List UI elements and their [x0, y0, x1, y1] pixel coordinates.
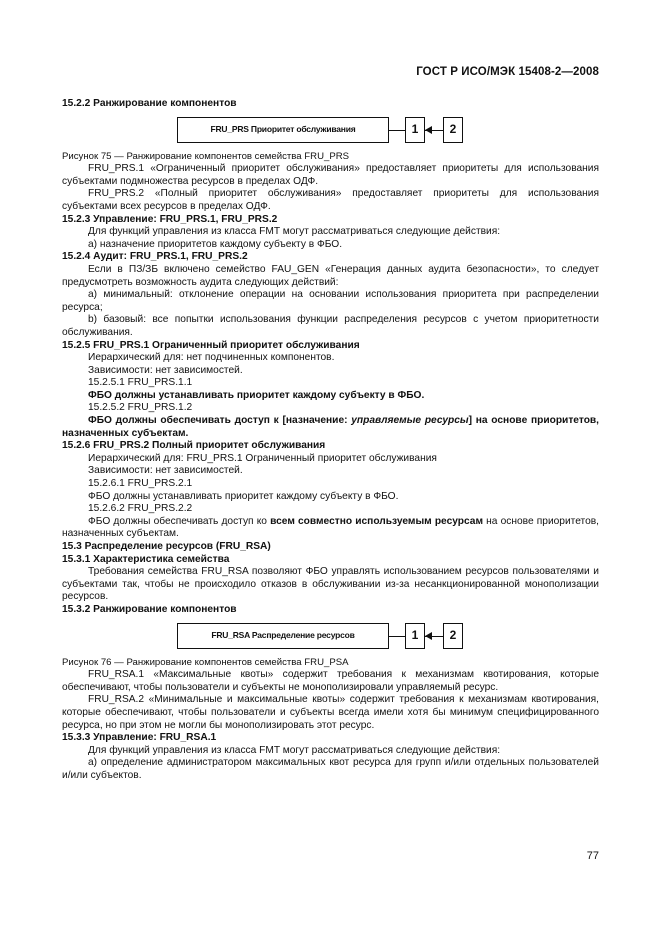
standard-header: ГОСТ Р ИСО/МЭК 15408-2—2008 — [416, 66, 599, 78]
section-heading-15-3: 15.3 Распределение ресурсов (FRU_RSA) — [62, 541, 271, 552]
connector-line — [389, 636, 405, 637]
component-level-1-box: 1 — [405, 623, 425, 649]
element-text — [62, 516, 599, 541]
paragraph-prs1: FRU_PRS.1 «Ограниченный приоритет обслуживания» предоставляет приоритеты для использования субъектами подмножества ресурсов в пределах ОДФ. — [62, 163, 599, 187]
element-text-part: ФБО должны обеспечивать доступ к [назначение: — [88, 415, 352, 427]
figure-76-diagram — [62, 623, 599, 653]
component-box-fru-prs: FRU_PRS Приоритет обслуживания — [177, 117, 389, 143]
element-text-part: ] на основе приоритетов, назначенных субъектам. — [62, 415, 600, 439]
component-level-2-box: 2 — [443, 117, 463, 143]
figure-75-caption: Рисунок 75 — Ранжирование компонентов семейства FRU_PRS — [62, 150, 350, 162]
element-id: 15.2.5.1 FRU_PRS.1.1 — [88, 377, 193, 389]
arrow-left-icon — [425, 126, 432, 134]
element-text — [62, 415, 599, 440]
component-level-1-box: 1 — [405, 117, 425, 143]
section-heading-15-3-2: 15.3.2 Ранжирование компонентов — [62, 603, 237, 615]
dependencies-text: Зависимости: нет зависимостей. — [88, 364, 243, 376]
page-content — [62, 98, 599, 783]
list-item-b: b) базовый: все попытки использования функции распределения ресурсов с учетом приоритетности обслуживания. — [62, 314, 599, 338]
section-heading-15-2-6: 15.2.6 FRU_PRS.2 Полный приоритет обслуживания — [62, 440, 326, 452]
paragraph-management-intro: Для функций управления из класса FMT могут рассматриваться следующие действия: — [88, 744, 501, 756]
element-text: ФБО должны устанавливать приоритет каждому субъекту в ФБО. — [88, 490, 399, 502]
paragraph-family-description: Требования семейства FRU_RSA позволяют ФБО управлять использованием ресурсов пользователями и субъектами так, чтобы не происходило отказов в обслуживании из-за несанкционированной монополизации ресурсов. — [62, 566, 599, 603]
element-id: 15.2.6.2 FRU_PRS.2.2 — [88, 503, 193, 515]
section-heading-15-2-5: 15.2.5 FRU_PRS.1 Ограниченный приоритет обслуживания — [62, 339, 360, 351]
arrow-left-icon — [425, 632, 432, 640]
element-text-part: на основе приоритетов, назначенных субъектам. — [62, 515, 599, 540]
paragraph-management-intro: Для функций управления из класса FMT могут рассматриваться следующие действия: — [88, 226, 501, 238]
paragraph-audit-intro: Если в ПЗ/ЗБ включено семейство FAU_GEN «Генерация данных аудита безопасности», то следует предусмотреть возможность аудита следующих действий: — [62, 263, 599, 288]
component-box-fru-rsa: FRU_RSA Распределение ресурсов — [177, 623, 389, 649]
hierarchy-text: Иерархический для: FRU_PRS.1 Ограниченный приоритет обслуживания — [88, 452, 437, 464]
assignment-text: управляемые ресурсы — [351, 415, 469, 427]
figure-75-diagram — [62, 117, 599, 147]
paragraph-prs2: FRU_PRS.2 «Полный приоритет обслуживания» предоставляет приоритеты для использования субъектами всех ресурсов в пределах ОДФ. — [62, 188, 599, 212]
element-id: 15.2.5.2 FRU_PRS.1.2 — [88, 402, 193, 414]
section-heading-15-3-1: 15.3.1 Характеристика семейства — [62, 553, 230, 565]
element-text-part: ФБО должны обеспечивать доступ ко — [88, 515, 271, 527]
figure-76-caption: Рисунок 76 — Ранжирование компонентов семейства FRU_PSA — [62, 656, 349, 668]
element-id: 15.2.6.1 FRU_PRS.2.1 — [88, 478, 193, 490]
list-item-a: а) минимальный: отклонение операции на основании использования приоритета при распределении ресурса; — [62, 289, 599, 313]
page-number: 77 — [586, 850, 599, 862]
list-item-a: а) определение администратором максимальных квот ресурса для групп и/или отдельных пользователей и/или субъектов. — [62, 757, 599, 781]
emphasized-text: всем совместно используемым ресурсам — [270, 515, 484, 527]
dependencies-text: Зависимости: нет зависимостей. — [88, 465, 243, 477]
paragraph-rsa2: FRU_RSA.2 «Минимальные и максимальные квоты» содержит требования к механизмам квотирования, которые обеспечивают, чтобы пользователи и субъекты всегда имели хотя бы минимум специфицированного ресурса, но при этом не могли бы монополизировать этот ресурс. — [62, 694, 599, 731]
component-level-2-box: 2 — [443, 623, 463, 649]
section-heading-15-2-3: 15.2.3 Управление: FRU_PRS.1, FRU_PRS.2 — [62, 213, 278, 225]
section-heading-15-2-4: 15.2.4 Аудит: FRU_PRS.1, FRU_PRS.2 — [62, 251, 248, 263]
section-heading-15-3-3: 15.3.3 Управление: FRU_RSA.1 — [62, 732, 217, 744]
paragraph-rsa1: FRU_RSA.1 «Максимальные квоты» содержит требования к механизмам квотирования, которые обеспечивают, чтобы пользователи и субъекты не монополизировали управляемый ресурс. — [62, 669, 599, 693]
connector-line — [389, 130, 405, 131]
section-heading-15-2-2: 15.2.2 Ранжирование компонентов — [62, 98, 237, 109]
element-text: ФБО должны устанавливать приоритет каждому субъекту в ФБО. — [88, 389, 425, 401]
hierarchy-text: Иерархический для: нет подчиненных компонентов. — [88, 352, 335, 364]
list-item-a: а) назначение приоритетов каждому субъекту в ФБО. — [88, 238, 343, 250]
